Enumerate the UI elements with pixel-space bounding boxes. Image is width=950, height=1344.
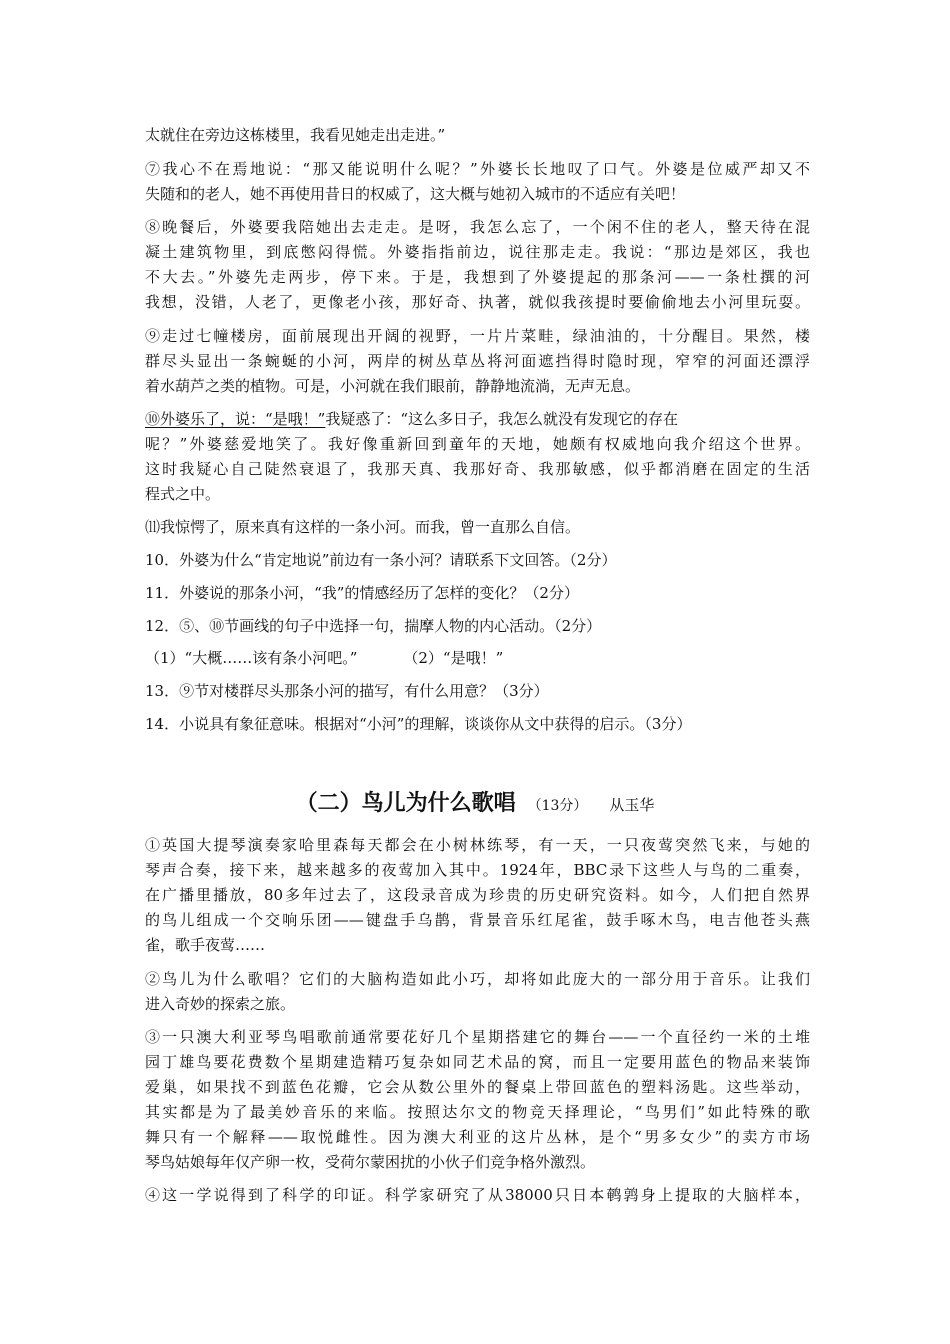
paragraph-line: 爱巢，如果找不到蓝色花瓣，它会从数公里外的餐桌上带回蓝色的塑料汤匙。这些举动， [145, 1078, 810, 1096]
paragraph-line: 进入奇妙的探索之旅。 [145, 995, 296, 1013]
paragraph-line: 琴声合奏，接下来，越来越多的夜莺加入其中。1924年，BBC录下这些人与鸟的二重奏， [145, 861, 810, 879]
question: 12．⑤、⑩节画线的句子中选择一句，揣摩人物的内心活动。（2分） [145, 617, 602, 635]
paragraph-line: 不大去。”外婆先走两步，停下来。于是，我想到了外婆提起的那条河——一条杜撰的河 [145, 268, 810, 286]
paragraph-line: ①英国大提琴演奏家哈里森每天都会在小树林练琴，有一天，一只夜莺突然飞来，与她的 [145, 836, 810, 854]
paragraph-line: 失随和的老人，她不再使用昔日的权威了，这大概与她初入城市的不适应有关吧！ [145, 185, 686, 203]
question: 13．⑨节对楼群尽头那条小河的描写，有什么用意？（3分） [145, 682, 549, 700]
paragraph-line: 着水葫芦之类的植物。可是，小河就在我们眼前，静静地流淌，无声无息。 [145, 377, 641, 395]
question-options [145, 648, 810, 668]
paragraph-line-text: 我疑惑了：“这么多日子，我怎么就没有发现它的存在 [325, 410, 679, 428]
paragraph-line: ③一只澳大利亚琴鸟唱歌前通常要花好几个星期搭建它的舞台——一个直径约一米的土堆 [145, 1028, 810, 1046]
section-title [0, 786, 950, 817]
question: 14．小说具有象征意味。根据对“小河”的理解，谈谈你从文中获得的启示。（3分） [145, 715, 692, 733]
underlined-sentence: ⑩外婆乐了，说：“是哦！” [145, 410, 326, 428]
question: 11．外婆说的那条小河，“我”的情感经历了怎样的变化？（2分） [145, 584, 579, 602]
paragraph-line: 群尽头显出一条蜿蜒的小河，两岸的树丛草丛将河面遮挡得时隐时现，窄窄的河面还漂浮 [145, 352, 810, 370]
paragraph-line: ②鸟儿为什么歌唱？它们的大脑构造如此小巧，却将如此庞大的一部分用于音乐。让我们 [145, 970, 810, 988]
paragraph-line: ④这一学说得到了科学的印证。科学家研究了从38000只日本鹌鹑身上提取的大脑样本， [145, 1186, 810, 1204]
option: （2）“是哦！” [403, 649, 504, 667]
paragraph-line: ⑨走过七幢楼房，面前展现出开阔的视野，一片片菜畦，绿油油的，十分醒目。果然，楼 [145, 327, 810, 345]
paragraph-line: 的鸟儿组成一个交响乐团——键盘手乌鹊，背景音乐红尾雀，鼓手啄木鸟，电吉他苍头燕 [145, 911, 810, 929]
paragraph-line: 这时我疑心自己陡然衰退了，我那天真、我那好奇、我那敏感，似乎都消磨在固定的生活 [145, 460, 810, 478]
paragraph-line: 其实都是为了最美妙音乐的来临。按照达尔文的物竞天择理论，“鸟男们”如此特殊的歌 [145, 1103, 810, 1121]
paragraph-line: 凝土建筑物里，到底憋闷得慌。外婆指指前边，说往那走走。我说：“那边是郊区，我也 [145, 243, 810, 261]
section-author: 从玉华 [609, 796, 655, 814]
question: 10．外婆为什么“肯定地说”前边有一条小河？请联系下文回答。（2分） [145, 551, 617, 569]
option: （1）“大概……该有条小河吧。” [145, 649, 358, 667]
paragraph-line: 雀，歌手夜莺…… [145, 936, 266, 954]
paragraph-line: ⑾我惊愕了，原来真有这样的一条小河。而我，曾一直那么自信。 [145, 518, 581, 536]
paragraph-line: 舞只有一个解释——取悦雌性。因为澳大利亚的这片丛林，是个“男多女少”的卖方市场 [145, 1128, 810, 1146]
paragraph-line: 园丁雄鸟要花费数个星期建造精巧复杂如同艺术品的窝，而且一定要用蓝色的物品来装饰 [145, 1053, 810, 1071]
paragraph-line: 在广播里播放，80多年过去了，这段录音成为珍贵的历史研究资料。如今，人们把自然界 [145, 886, 810, 904]
paragraph-line: 太就住在旁边这栋楼里，我看见她走出走进。” [145, 126, 446, 144]
paragraph-line: 程式之中。 [145, 485, 221, 503]
paragraph-line: 琴鸟姑娘每年仅产卵一枚，受荷尔蒙困扰的小伙子们竞争格外激烈。 [145, 1153, 596, 1171]
paragraph-line: 呢？”外婆慈爱地笑了。我好像重新回到童年的天地，她颇有权威地向我介绍这个世界。 [145, 435, 810, 453]
paragraph-line [145, 409, 810, 429]
section-points: （13分） [527, 798, 588, 814]
paragraph-line: ⑦我心不在焉地说：“那又能说明什么呢？”外婆长长地叹了口气。外婆是位威严却又不 [145, 160, 810, 178]
paragraph-line: 我想，没错，人老了，更像老小孩，那好奇、执著，就似我孩提时要偷偷地去小河里玩耍。 [145, 293, 810, 311]
section-title-text: （二）鸟儿为什么歌唱 [295, 791, 516, 816]
paragraph-line: ⑧晚餐后，外婆要我陪她出去走走。是呀，我怎么忘了，一个闲不住的老人，整天待在混 [145, 218, 810, 236]
